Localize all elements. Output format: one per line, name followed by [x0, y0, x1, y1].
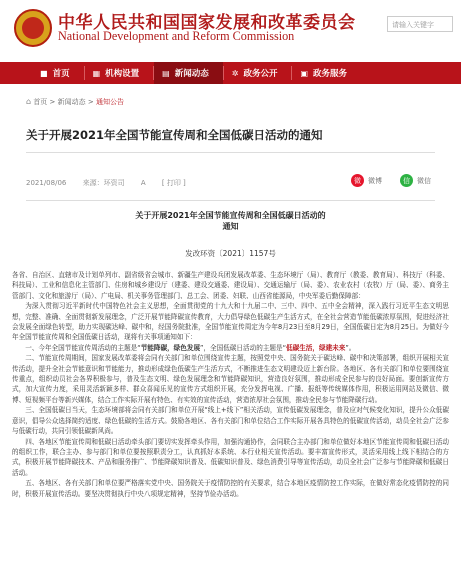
wechat-icon: 信: [400, 174, 413, 187]
nav-label: 新闻动态: [174, 69, 209, 79]
gear-icon: ✲: [231, 68, 239, 78]
site-header: [0, 0, 461, 62]
share-wechat-button[interactable]: [400, 174, 431, 187]
nav-home[interactable]: [32, 62, 84, 84]
weibo-icon: 微: [351, 174, 364, 187]
nav-gov-services[interactable]: [292, 62, 361, 84]
theme-highlight: 低碳生活，绿建未来: [286, 343, 346, 352]
share-label: 微博: [368, 176, 382, 185]
recipients: 各省、自治区、直辖市及计划单列市、副省级省会城市、新疆生产建设兵团发展改革委、生态环境厅（局）、教育厅（教委、教育局）、科技厅（科委、科技局）、工业和信息化主管部门、住房和城乡建设厅（建委、建设交通委、建设局）、交通运输厅（局、委）、农业农村（农牧）厅（局、委）、商务主管部门、文化和旅游厅（局）、广电局、机关事务管理部门、总工会、团委、妇联、山西省能源局，中央军委后勤保障部：: [12, 271, 449, 300]
theme-text: ”。: [345, 343, 356, 352]
share-weibo-button[interactable]: [351, 174, 382, 187]
breadcrumb: [26, 97, 124, 107]
font-size-button[interactable]: A: [140, 179, 146, 187]
nav-news[interactable]: [154, 62, 223, 84]
body-paragraph: 为深入贯彻习近平新时代中国特色社会主义思想，全面贯彻党的十九大和十九届二中、三中、四中、五中全会精神，深入践行习近平生态文明思想，完整、准确、全面贯彻新发展理念，广泛开展节能降碳宣传教育，大力倡导绿色低碳生产生活方式，在全社会营造节能低碳浓厚氛围，促进经济社会发展全面绿色转型，助力实现碳达峰、碳中和，经国务院批准，全国节能宣传周定为今年8月23日至8月29日，全国低碳日定为8月25日。为做好今年全国节能宣传周和全国低碳日活动，现将有关事项通知如下：: [12, 302, 449, 342]
breadcrumb-separator: >: [49, 98, 56, 106]
nav-label: 政务服务: [313, 69, 348, 79]
theme-highlight: 节能降碳，绿色发展: [140, 343, 201, 352]
breadcrumb-current[interactable]: 通知公告: [96, 98, 124, 106]
print-link[interactable]: [ 打印 ]: [161, 179, 186, 187]
breadcrumb-home[interactable]: 首页: [33, 98, 48, 106]
national-emblem-icon: [14, 9, 52, 47]
article-meta: [26, 178, 200, 188]
nav-label: 首页: [52, 69, 70, 79]
share-bar: [333, 174, 431, 187]
document-number: 发改环资〔2021〕1157号: [185, 249, 276, 258]
theme-text: 一、今年全国节能宣传周活动的主题是“: [25, 343, 141, 352]
document-title-line-2: 通知: [222, 222, 239, 231]
nav-label: 机构设置: [105, 69, 140, 79]
page-title: 关于开展2021年全国节能宣传周和全国低碳日活动的通知: [26, 128, 323, 142]
divider: [26, 200, 435, 201]
nav-institutions[interactable]: [85, 62, 154, 84]
site-title-cn: 中华人民共和国国家发展和改革委员会: [58, 13, 356, 33]
theme-text: ”，全国低碳日活动的主题是“: [200, 343, 287, 352]
divider: [26, 152, 435, 153]
nav-gov-affairs[interactable]: [224, 62, 292, 84]
nav-label: 政务公开: [243, 69, 278, 79]
service-icon: ▣: [300, 68, 309, 78]
breadcrumb-news[interactable]: 新闻动态: [57, 98, 86, 106]
article-source: 来源：环资司: [82, 179, 125, 187]
breadcrumb-separator: >: [87, 98, 94, 106]
body-paragraph: [12, 343, 449, 353]
news-icon: ▤: [162, 68, 170, 78]
article-body: [12, 270, 449, 499]
building-icon: ▦: [92, 68, 101, 78]
home-icon: ■: [40, 68, 48, 78]
home-icon: ⌂: [26, 97, 32, 106]
body-paragraph: 四、各地区节能宣传周和低碳日活动牵头部门要切实发挥牵头作用，加强沟通协作，会同联合主办部门和单位做好本地区节能宣传周和低碳日活动的组织工作，联合主办、参与部门和单位要按照职责分工，认真抓好本系统、本行业相关宣传活动。要丰富宣传形式，灵活采用线上线下相结合的方式，积极开展节能降碳技术、产品和服务推广、节能降碳知识普及、低碳知识普及、绿色消费引导等宣传活动，动员全社会广泛参与节能降碳和低碳日活动。: [12, 437, 449, 477]
main-nav: [0, 62, 461, 84]
body-paragraph: 三、全国低碳日当天，生态环境部将会同有关部门和单位开展“线上+线下”相关活动，宣传低碳发展理念，普及应对气候变化知识，提升公众低碳意识，倡导公众选择简约适度、绿色低碳的生活方式。鼓励各地区、各有关部门和单位结合工作实际开展各具特色的低碳宣传活动，动员全社会广泛参与低碳行动，共同引领低碳新风尚。: [12, 406, 449, 436]
share-label: 微信: [417, 176, 431, 185]
document-title-line-1: 关于开展2021年全国节能宣传周和全国低碳日活动的: [135, 211, 326, 220]
search-input[interactable]: 请输入关键字: [387, 16, 453, 32]
body-paragraph: 二、节能宣传周期间，国家发展改革委将会同有关部门和单位围绕宣传主题，按照党中央、国务院关于碳达峰、碳中和决策部署，组织开展相关宣传活动，提升全社会节能意识和节能能力，推动形成绿色低碳生产生活方式，不断推进生态文明建设迈上新台阶。各地区、各有关部门和单位要围绕宣传重点，组织动员社会各界积极参与，普及生态文明、绿色发展理念和节能降碳知识，营造良好氛围，推动形成全民参与的良好局面。要创新宣传方式，加大宣传力度，采用灵活新颖多样、群众喜闻乐见的宣传方式组织开展，充分发挥电视、广播、报纸等传统媒体作用，积极运用网站及微信、微博、短视频平台等新兴媒体，结合工作实际开展有特色、有实效的宣传活动，营造浓厚社会氛围，推动全民参与节能降碳行动。: [12, 354, 449, 404]
publish-date: 2021/08/06: [26, 179, 67, 187]
site-title-en: National Development and Reform Commission: [58, 29, 295, 43]
body-paragraph: 五、各地区、各有关部门和单位要严格落实党中央、国务院关于疫情防控的有关要求，结合本地区疫情防控工作实际，在做好常态化疫情防控的同时，积极开展宣传活动。要坚决贯彻执行中央八项规定精神，坚持节俭办活动。: [12, 479, 449, 498]
